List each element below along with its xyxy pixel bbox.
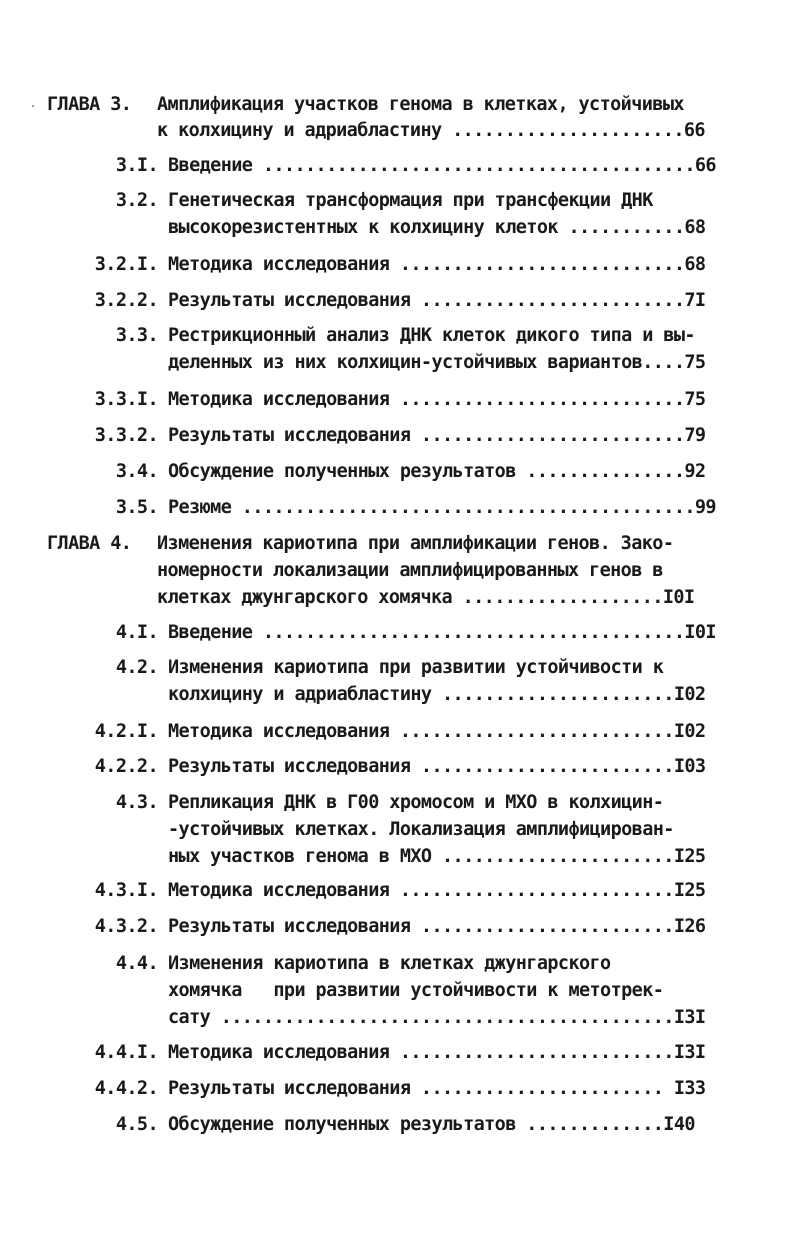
toc-entry-text: Изменения кариотипа при развитии устойчивости к [168, 657, 664, 678]
toc-entry-text: Введение ........................................I0I [168, 622, 716, 643]
toc-entry-text: Методика исследования ..........................I3I [168, 1042, 706, 1063]
toc-entry-text: высокорезистентных к колхицину клеток ...........68 [168, 217, 706, 238]
toc-entry-text: ных участков генома в МХО ......................I25 [168, 846, 706, 867]
toc-entry-number: 4.4. [115, 953, 158, 974]
toc-entry-number: 3.I. [115, 155, 158, 176]
toc-entry-text: Результаты исследования ....................... I33 [168, 1078, 706, 1099]
toc-entry-text: Изменения кариотипа при амплификации генов. Зако- [157, 533, 674, 554]
toc-entry-number: 3.3.I. [94, 389, 158, 410]
toc-entry-text: Методика исследования ...........................68 [168, 254, 706, 275]
toc-entry-number: ГЛАВА 4. [47, 533, 132, 554]
toc-entry-number: 3.2.I. [94, 254, 158, 275]
toc-entry-number: 3.2.2. [94, 290, 158, 311]
toc-entry-number: 3.2. [115, 190, 158, 211]
toc-entry-text: колхицину и адриабластину ......................I02 [168, 684, 706, 705]
toc-entry-number: 4.3.2. [94, 916, 158, 937]
toc-entry-number: 3.3. [115, 325, 158, 346]
toc-entry-text: Методика исследования ..........................I02 [168, 721, 706, 742]
toc-entry-number: 3.5. [115, 497, 158, 518]
toc-entry-number: 3.3.2. [94, 425, 158, 446]
toc-entry-text: Генетическая трансформация при трансфекции ДНК [168, 190, 653, 211]
toc-entry-text: Результаты исследования .........................79 [168, 425, 706, 446]
toc-entry-text: Обсуждение полученных результатов ...............92 [168, 461, 706, 482]
toc-entry-text: -устойчивых клетках. Локализация амплифицирован- [168, 819, 674, 840]
toc-entry-number: 4.2.I. [94, 721, 158, 742]
toc-entry-text: Амплификация участков генома в клетках, устойчивых [157, 94, 684, 115]
toc-entry-text: Рестрикционный анализ ДНК клеток дикого типа и вы- [168, 325, 695, 346]
toc-entry-text: хомячка при развитии устойчивости к метотрек- [168, 980, 664, 1001]
toc-entry-text: Обсуждение полученных результатов .............I40 [168, 1114, 695, 1135]
toc-entry-text: клетках джунгарского хомячка ...................I0I [157, 587, 695, 608]
toc-entry-text: Введение .........................................66 [168, 155, 716, 176]
toc-entry-number: 4.3. [115, 792, 158, 813]
toc-entry-number: 4.2.2. [94, 756, 158, 777]
toc-entry-text: номерности локализации амплифицированных генов в [157, 560, 663, 581]
toc-entry-number: 4.I. [115, 622, 158, 643]
toc-entry-text: деленных из них колхицин-устойчивых вариантов....75 [168, 352, 706, 373]
toc-entry-number: 4.4.I. [94, 1042, 158, 1063]
toc-entry-text: Методика исследования ..........................I25 [168, 880, 706, 901]
toc-entry-text: Методика исследования ...........................75 [168, 389, 706, 410]
toc-entry-text: Результаты исследования ........................I03 [168, 756, 706, 777]
toc-entry-number: ГЛАВА 3. [47, 94, 132, 115]
toc-entry-text: Резюме ...........................................99 [168, 497, 716, 518]
toc-entry-number: 3.4. [115, 461, 158, 482]
toc-entry-text: Результаты исследования ........................I26 [168, 916, 706, 937]
toc-entry-number: 4.2. [115, 657, 158, 678]
toc-entry-text: к колхицину и адриабластину ......................66 [157, 120, 705, 141]
margin-speck [32, 105, 34, 107]
toc-entry-text: Репликация ДНК в Г00 хромосом и МХО в колхицин- [168, 792, 664, 813]
toc-entry-number: 4.5. [115, 1114, 158, 1135]
toc-entry-number: 4.4.2. [94, 1078, 158, 1099]
toc-entry-number: 4.3.I. [94, 880, 158, 901]
toc-entry-text: сату ...........................................I3I [168, 1007, 706, 1028]
toc-entry-text: Результаты исследования .........................7I [168, 290, 706, 311]
toc-entry-text: Изменения кариотипа в клетках джунгарского [168, 953, 611, 974]
